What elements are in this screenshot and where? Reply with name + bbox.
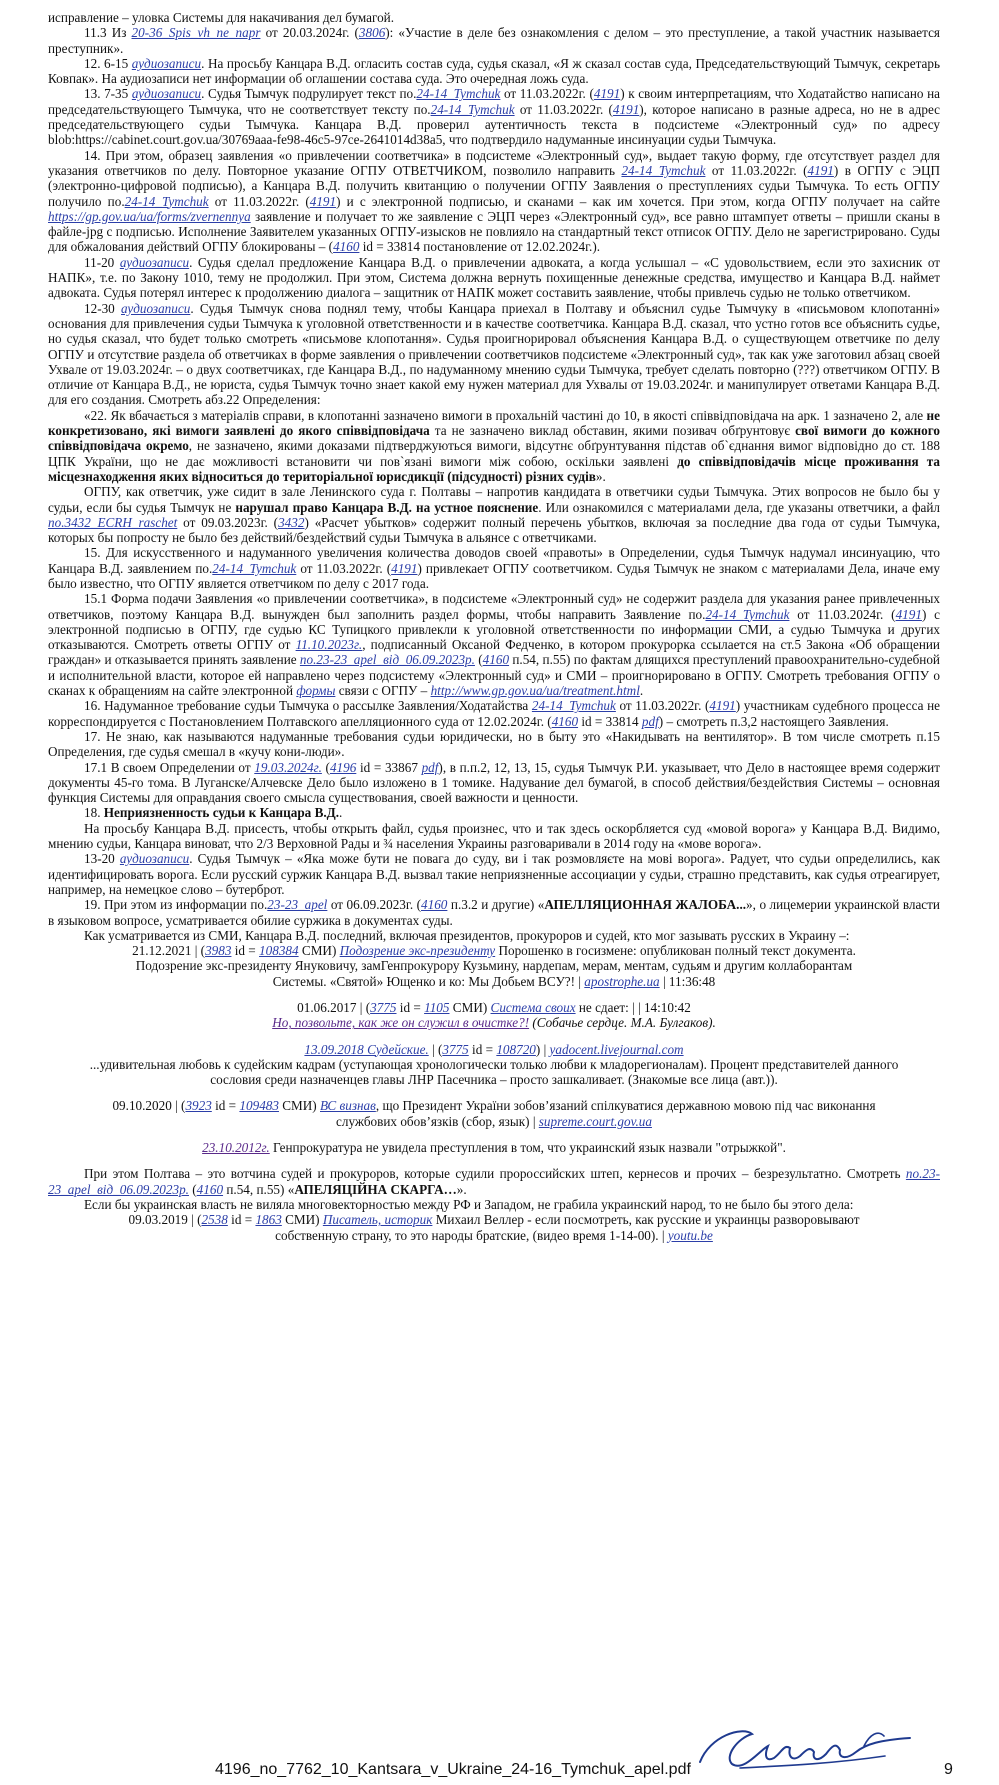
paragraph: [48, 10, 940, 25]
citation: [48, 1000, 940, 1015]
audio-link[interactable]: аудиозаписи: [119, 851, 190, 867]
document-link[interactable]: 11.10.2023г.: [295, 637, 363, 653]
text: ».: [456, 1181, 467, 1197]
text: ) участникам судебного процесса не корреспондируется с Постановлением Полтавского апелляционного суда от 12.02.2024г. (: [48, 698, 940, 729]
text: 19. При этом из информации по.: [84, 897, 268, 913]
text: ) привлекает ОГПУ соответчиком. Судья Тымчук не знаком с материалами Дела, иначе ему было известно, что ОГПУ является ответчиком по делу с 2017 года.: [48, 560, 940, 591]
document-link[interactable]: 19.03.2024г.: [254, 759, 322, 775]
spacer: [48, 989, 940, 1000]
text: ) в ОГПУ с ЭЦП (электронно-цифровой подписью), а Канцара В.Д. получить квитанцию о получении ОГПУ Заявления о преступлениях судьи Тымчука. То есть ОГПУ получило по.: [48, 162, 941, 209]
document-link[interactable]: 24-14_Tymchuk: [416, 86, 501, 102]
text: 09.10.2020 | (: [112, 1098, 186, 1114]
text: . Судья Тымчук – «Яка може бути не повага до суду, ви і так розмовляєте на мові ворога». Радует, что судьи определились, как идентифицировать ворога. Если русский суржик Канцара В.Д. вызвал такие неприязненные ассоциации у судьи, страшно представить, как судья отреагирует, например, на немецкое слово – бутерброт.: [48, 851, 940, 897]
text: , не зазначено, якими доказами підтверджуються вимоги, відсутнє обґрунтування підстав об`єднання вимог відповідно до ст. 188 ЦПК України, що не дає можливості встановити чи пов`язані вимоги між собою, оскільки заявлені: [48, 438, 940, 469]
text: СМИ): [298, 943, 340, 959]
document-link[interactable]: 3806: [358, 25, 386, 41]
spacer: [48, 1087, 940, 1098]
spacer: [48, 1155, 940, 1166]
paragraph-15: [48, 545, 940, 591]
citation-block: [48, 1212, 940, 1243]
text: ) к своим интерпретациям, что Ходатайство написано на председательствующего Тымчука, что не соответствует тексту по.: [48, 86, 940, 117]
text: «22. Як вбачається з матеріалів справи, в клопотанні зазначено вимоги в прохальній частині до 10, в якості співвідповідача на арк. 1 зазначено 2, але: [84, 407, 927, 423]
citation: [88, 1098, 900, 1129]
document-link[interactable]: no.23-23_apel_від_06.09.2023р.: [48, 1166, 940, 1197]
text: ): «Участие в деле без ознакомления с делом – это преступление, а такой участник называется преступник».: [48, 25, 940, 56]
text: ) и с электронной подписью, и сканами – как им хочется. При этом, когда ОГПУ получает на сайте: [336, 193, 940, 209]
document-body: [48, 10, 940, 1243]
text: 15.1 Форма подачи Заявления «о привлечении соответчика», в подсистеме «Электронный суд» не содержит раздела для указания ранее привлеченных ответчиков, поэтому Канцара В.Д. вынужден был заполнить раздел формы, чтобы направить Заявление по.: [48, 591, 940, 622]
document-link[interactable]: формы: [296, 683, 336, 699]
source-link[interactable]: apostrophe.ua: [584, 973, 660, 989]
text: Генпрокуратура не увидела преступления в том, что украинский язык назвали "отрыжкой".: [269, 1140, 786, 1156]
text: 18.: [84, 805, 104, 821]
text: . Судья Тымчук подрулирует текст по.: [201, 86, 417, 102]
paragraph-13: [48, 86, 940, 147]
text: 09.03.2019 | (: [128, 1212, 202, 1228]
pdf-link[interactable]: pdf: [421, 759, 439, 775]
audio-link[interactable]: аудиозаписи: [131, 55, 202, 71]
document-link[interactable]: no.23-23_apel_від_06.09.2023р.: [299, 652, 475, 668]
text: ) «Расчет убытков» содержит полный перечень убытков, включая за последние два года от судьи Тымчука, которых бы попросту не было без действий/бездействий судьи Тымчука в альянсе с ответчиками.: [48, 514, 940, 546]
text: Михаил Веллер - если посмотреть, как русские и украинцы разворовывают собственную страну, то это народы братские, (видео время 1-14-00). |: [275, 1212, 860, 1243]
text: . На просьбу Канцара В.Д. огласить состав суда, судья сказал, «Я ж сказал состав суда, Председательствующий Тымчук, секретарь Ковпак». На аудиозаписи нет информации об оглашении состава суда. Это очередная ложь суда.: [48, 55, 940, 87]
document-link[interactable]: 4191: [309, 193, 337, 209]
text: исправление – уловка Системы для накачивания дел бумагой.: [48, 10, 395, 25]
bold-text: АПЕЛЯЦІЙНА СКАРГА…: [294, 1181, 457, 1197]
document-link[interactable]: 24-14_Tymchuk: [124, 193, 209, 209]
text: 11-20: [84, 254, 120, 270]
document-link[interactable]: no.3432_ECRH_raschet: [48, 514, 178, 530]
paragraph-15-1: [48, 591, 940, 698]
document-link[interactable]: 23-23_apel: [267, 897, 328, 913]
paragraph-14: [48, 148, 940, 255]
source-link[interactable]: supreme.court.gov.ua: [538, 1113, 652, 1129]
document-link[interactable]: 24-14_Tymchuk: [621, 162, 706, 178]
text: | (: [428, 1041, 443, 1057]
text: 16. Надуманное требование судьи Тымчука о рассылке Заявления/Ходатайства: [84, 698, 532, 714]
signature-image: [680, 1716, 920, 1776]
text: 14. При этом, образец заявления «о привлечении соответчика» в подсистеме «Электронный суд», выдает такую форму, где отсутствует раздел для указания ответчиков по делу. Повторное указание ОГПУ ОТВЕТЧИКОМ, позволило направить: [48, 147, 940, 178]
document-link[interactable]: 4160: [196, 1181, 224, 1197]
text: та не зазначено виклад обставин, якими позивач обґрунтовує: [429, 423, 796, 439]
citation: [108, 1212, 880, 1243]
text: Порошенко в госизмене: опубликован полный текст документа. Подозрение экс-президенту Януковичу, замГенпрокурору Кузьмину, нардепам, мерам, ментам, судьям и другим коллаборантам Системы. «Святой» Ющенко и ко: Мы Добьем ВСУ?! |: [135, 943, 856, 989]
citation-text: [88, 1057, 900, 1088]
document-link[interactable]: 4160: [421, 897, 448, 913]
text: id = 33814: [578, 713, 642, 729]
text: id =: [468, 1041, 497, 1057]
document-link[interactable]: 108720: [496, 1041, 536, 1057]
document-link[interactable]: 3432: [278, 514, 305, 530]
document-link[interactable]: 24-14_Tymchuk: [705, 606, 790, 622]
text: ), которое написано в разные адреса, но не в адрес председательствующего судьи Тымчука. Канцара В.Д. проверил аутентичность текста в подсистеме «Электронный суд» по адресу blob:https://cabinet.court.gov.ua/30769aaa-fe98-46c5-97ce-2641014d38a5, что подтвердило надуманные инсинуации судьи Тымчука.: [48, 101, 940, 148]
text: Если бы украинская власть не виляла многовекторностью между РФ и Западом, не грабила украинский народ, то не было бы этого дела:: [84, 1196, 854, 1212]
paragraph: [48, 821, 940, 852]
text: id =: [231, 943, 260, 959]
document-link[interactable]: 4191: [593, 86, 621, 102]
text: от 11.03.2024г. (: [789, 606, 896, 622]
document-link[interactable]: 2538: [201, 1212, 228, 1228]
document-link[interactable]: 24-14_Tymchuk: [430, 101, 515, 117]
text: заявление и получает то же заявление с ЭЦП через «Электронный суд», все равно штампует ответы – пришли сканы в файле-jpg с подписью. Исполнение Заявителем указанных ОГПУ-изысков не повлияло на стандартный текст отписок ОГПУ. Дело не зарегистрировано. Суды для обжалования действий ОГПУ блокированы – (: [48, 208, 940, 255]
text: ) с электронной подписью в ОГПУ, где судью КС Тупицкого привлекли к уголовной ответственности по информации СМИ, а судью Тымчука и других отказываются. Смотреть ответы ОГПУ от: [48, 606, 941, 653]
text: от 06.09.2023г. (: [327, 897, 422, 913]
news-link[interactable]: ВС визнав: [320, 1098, 376, 1114]
text: СМИ): [281, 1212, 323, 1228]
audio-link[interactable]: аудиозаписи: [121, 300, 191, 316]
text: 13. 7-35: [84, 86, 132, 102]
paragraph-16: [48, 698, 940, 729]
citation-block: [48, 1057, 940, 1088]
text: », о лицемерии украинской власти в языковом вопросе, усматривается обилие суржика в документах суды.: [48, 897, 940, 928]
text: 17.1 В своем Определении от: [84, 759, 255, 775]
citation-block: [48, 1098, 940, 1129]
footer-filename: 4196_no_7762_10_Kantsara_v_Ukraine_24-16_Tymchuk_apel.pdf: [215, 1761, 691, 1778]
text: от 20.03.2024г. (: [260, 25, 359, 41]
text: 15. Для искусственного и надуманного увеличения количества доводов своей «правоты» в Определении, судья Тымчук надумал инсинуацию, что Канцара В.Д. заявлением по.: [48, 545, 940, 576]
source-link[interactable]: yadocent.livejournal.com: [549, 1041, 684, 1057]
spacer: [48, 1129, 940, 1140]
spacer: [48, 1031, 940, 1042]
citation: [48, 1042, 940, 1057]
text: от 09.03.2023г. (: [177, 514, 279, 530]
document-link[interactable]: 3983: [205, 943, 232, 959]
paragraph-12-30: [48, 301, 940, 408]
text: . Судья сделал предложение Канцара В.Д. о привлечении адвоката, а когда услышал – «С удовольствием, если это захисник от НАПК», т.е. по Закону 1010, тему не продолжил. При этом, Система должна вернуть похищенные денежные средства, имущество и Канцара В.Д. наймет адвоката. Судья потерял интерес к продолжению диалога – защитник от НАПК может составить заявление, чтобы привлечь судью не только ответчиком.: [48, 254, 941, 301]
paragraph-18: [48, 805, 940, 820]
text: (: [188, 1181, 197, 1197]
pdf-link[interactable]: pdf: [641, 713, 659, 729]
text: 12. 6-15: [84, 55, 132, 71]
paragraph-13-20: [48, 851, 940, 897]
text: п.3.2 и другие) «: [447, 897, 545, 913]
document-link[interactable]: 4191: [391, 560, 418, 576]
text: СМИ): [278, 1098, 320, 1114]
document-link[interactable]: 3923: [185, 1098, 212, 1114]
quote-link[interactable]: Но, позвольте, как же он служил в очистке?!: [272, 1015, 530, 1031]
paragraph-17: [48, 729, 940, 760]
paragraph-17-1: [48, 760, 940, 806]
bold-text: свої вимоги до кожного співвідповідача окремо: [48, 423, 940, 454]
text: связи с ОГПУ –: [335, 683, 431, 699]
text: Как усматривается из СМИ, Канцара В.Д. последний, включая президентов, прокуроров и судей, кто мог зазывать русских в Украину –:: [84, 927, 850, 943]
audio-link[interactable]: аудиозаписи: [131, 86, 202, 102]
text: , що Президент України зобов’язаний спілкуватися державною мовою під час виконання службових обов’язків (сбор, язык) |: [336, 1098, 876, 1129]
news-link[interactable]: Подозрение экс-президенту: [339, 943, 496, 959]
bold-text: до співвідповідачів місце проживання та місцезнаходження яких відноситься до територіальної юрисдикції (підсудності) різних судів: [48, 453, 941, 484]
document-link[interactable]: 4160: [333, 239, 360, 255]
italic-text: (Собачье сердце. М.А. Булгаков).: [529, 1015, 716, 1031]
text: . Или ознакомился с материалами дела, где указаны ответчики, а файл: [538, 499, 940, 515]
text: СМИ): [449, 1000, 491, 1015]
document-link[interactable]: 24-14_Tymchuk: [531, 698, 616, 714]
document-link[interactable]: 109483: [239, 1098, 279, 1114]
text: .: [339, 805, 343, 821]
text: от 11.03.2022г. (: [500, 86, 594, 102]
document-link[interactable]: 4191: [895, 606, 922, 622]
text: ».: [595, 468, 606, 484]
bold-text: не конкретизовано, які вимоги заявлені до якого співвідповідача: [48, 407, 940, 439]
citation-block: [48, 943, 940, 989]
paragraph: [48, 1166, 940, 1197]
text: , подписанный Оксаной Федченко, в котором прокурорка ссылается на ст.5 Закона «Об обращении граждан» и отказывается принять заявление: [48, 637, 940, 668]
text: ) – смотреть п.3,2 настоящего Заявления.: [658, 713, 889, 729]
paragraph: [48, 1197, 940, 1212]
news-link[interactable]: Система своих: [490, 1000, 576, 1015]
text: При этом Полтава – это вотчина судей и прокуроров, которые судили пророссийских штеп, кернесов и прочих – безрезультатно. Смотреть: [84, 1166, 906, 1182]
text: 13-20: [84, 851, 120, 867]
document-link[interactable]: 20-36_Spis_vh_ne_napr: [131, 25, 261, 41]
text: 01.06.2017 | (: [297, 1000, 371, 1015]
text: 17. Не знаю, как называются надуманные требования судьи юридически, но в быту это «Накидывать на вентилятор». В том числе смотреть п.15 Определения, где судья смешал в «кучу кони-люди».: [48, 728, 940, 760]
text: id =: [396, 1000, 425, 1015]
document-link[interactable]: 108384: [259, 943, 299, 959]
paragraph: [48, 928, 940, 943]
audio-link[interactable]: аудиозаписи: [119, 254, 190, 270]
document-link[interactable]: 4191: [807, 162, 834, 178]
paragraph-11-20: [48, 255, 940, 301]
bold-text: нарушал право Канцара В.Д. на устное пояснение: [235, 499, 539, 515]
web-link[interactable]: http://www.gp.gov.ua/ua/treatment.html: [430, 683, 640, 699]
text: ) |: [535, 1041, 550, 1057]
document-link[interactable]: 1863: [255, 1212, 282, 1228]
text: (: [321, 759, 330, 775]
document-link[interactable]: 3775: [370, 1000, 397, 1015]
text: от 11.03.2022г. (: [296, 560, 392, 576]
text: (: [474, 652, 483, 668]
bold-text: Неприязненность судьи к Канцара В.Д.: [103, 805, 340, 821]
text: . Судья Тымчук снова поднял тему, чтобы Канцара приехал в Полтаву и объяснил судье Тымчуку в «письмовом клопотанні» основания для привлечения судьи Тымчука к уголовной ответственности и в качестве соответчика. Канцара В.Д. сказал, что устно готов все объяснить судье, но судья сказал, что будет только смотреть «письмове клопотання». Судья проигнорировал объяснения Канцара В.Д. о существующем ответчике по делу ОГПУ и отсутствие раздела об ответчиках в форме заявления о привлечении соответчиков подсистеме «Электронный суд», так как уже заготовил абзац своей Ухвале от 19.03.2024г. – о двух соответчиках, где Канцара В.Д., по надуманному мнению судьи Тымчука, требует сделать повторно (???) ответчиком ОГПУ. В отличие от Канцара В.Д., не юриста, судья Тымчук точно знает какой ему нужен материал для Ухвалы от 19.03.2024г. и манипулирует ответами Канцара В.Д. для его создания. Смотреть абз.22 Определения:: [48, 300, 940, 408]
quote-22: [48, 408, 940, 484]
news-link[interactable]: Писатель, историк: [322, 1212, 433, 1228]
web-link[interactable]: https://gp.gov.ua/ua/forms/zvernennya: [48, 208, 251, 224]
news-link[interactable]: 23.10.2012г.: [202, 1140, 270, 1156]
bold-text: АПЕЛЛЯЦИОННАЯ ЖАЛОБА...: [544, 897, 747, 913]
text: id =: [227, 1212, 256, 1228]
document-link[interactable]: 1105: [424, 1000, 450, 1015]
text: п.54, п.55) «: [223, 1181, 295, 1197]
text: от 11.03.2022г. (: [615, 698, 710, 714]
text: id =: [211, 1098, 240, 1114]
text: от 11.03.2022г. (: [208, 193, 310, 209]
text: 21.12.2021 | (: [132, 943, 206, 959]
text: от 11.03.2022г. (: [514, 101, 613, 117]
text: .: [639, 683, 644, 699]
text: 11.3 Из: [84, 25, 132, 41]
paragraph-12: [48, 56, 940, 87]
text: На просьбу Канцара В.Д. присесть, чтобы открыть файл, судья произнес, что и так здесь оскорбляется суд «мовой ворога» у Канцара В.Д. Видимо, мнению судьи, Канцара виноват, что 2/3 Верховной Рады и ¾ населения Украины разговаривали в 2014 году на «мове ворога».: [48, 820, 940, 852]
text: id = 33814 постановление от 12.02.2024г.).: [359, 239, 601, 255]
text: не сдает: | | 14:10:42: [575, 1000, 691, 1015]
document-link[interactable]: 4191: [612, 101, 640, 117]
text: ...удивительная любовь к судейским кадрам (уступающая хронологически только любви к младорегионалам). Процент представителей данного сословия среди назначенцев главы ЛНР Пасечника – просто зашкаливает. (Знакомые все лица (авт.)).: [89, 1056, 899, 1088]
citation: [48, 1140, 940, 1155]
document-link[interactable]: 4191: [709, 698, 736, 714]
citation: [108, 943, 880, 989]
page-number: 9: [944, 1761, 953, 1778]
text: id = 33867: [356, 759, 422, 775]
document-link[interactable]: 4160: [551, 713, 579, 729]
citation-quote: [48, 1015, 940, 1030]
text: 12-30: [84, 300, 122, 316]
paragraph-ogpu: [48, 484, 940, 545]
text: ОГПУ, как ответчик, уже сидит в зале Ленинского суда г. Полтавы – напротив кандидата в ответчики судьи Тымчука. Этих вопросов не было бы у судьи, если бы судья Тымчук не: [48, 484, 940, 515]
document-link[interactable]: 3775: [442, 1041, 469, 1057]
text: п.54, п.55) по фактам длящихся преступлений правоохранительно-судебной и исполнительной власти, которое ей направлено через подсистему «Электронный суд» и СМИ – проигнорировано в ОГПУ. Смотреть требования ОГПУ о сканах к обращениям на сайте электронной: [48, 652, 940, 699]
text: ), в п.п.2, 12, 13, 15, судья Тымчук Р.И. указывает, что Дело в настоящее время содержит документы 45-го тома. В Луганске/Алчевске Дело было изложено в 1 томике. Надувание дел бумагой, в способ действия/бездействия Системы – основная функция Системы для оправдания своего смысла существования, своей важности и ценности.: [48, 759, 940, 806]
paragraph-19: [48, 897, 940, 928]
document-link[interactable]: 4196: [329, 759, 357, 775]
source-link[interactable]: youtu.be: [667, 1227, 713, 1243]
text: от 11.03.2022г. (: [705, 162, 808, 178]
document-link[interactable]: 4160: [482, 652, 510, 668]
text: | 11:36:48: [659, 973, 716, 989]
document-link[interactable]: 24-14_Tymchuk: [212, 560, 297, 576]
news-link[interactable]: 13.09.2018 Судейские.: [304, 1041, 429, 1057]
paragraph-11-3: [48, 25, 940, 56]
